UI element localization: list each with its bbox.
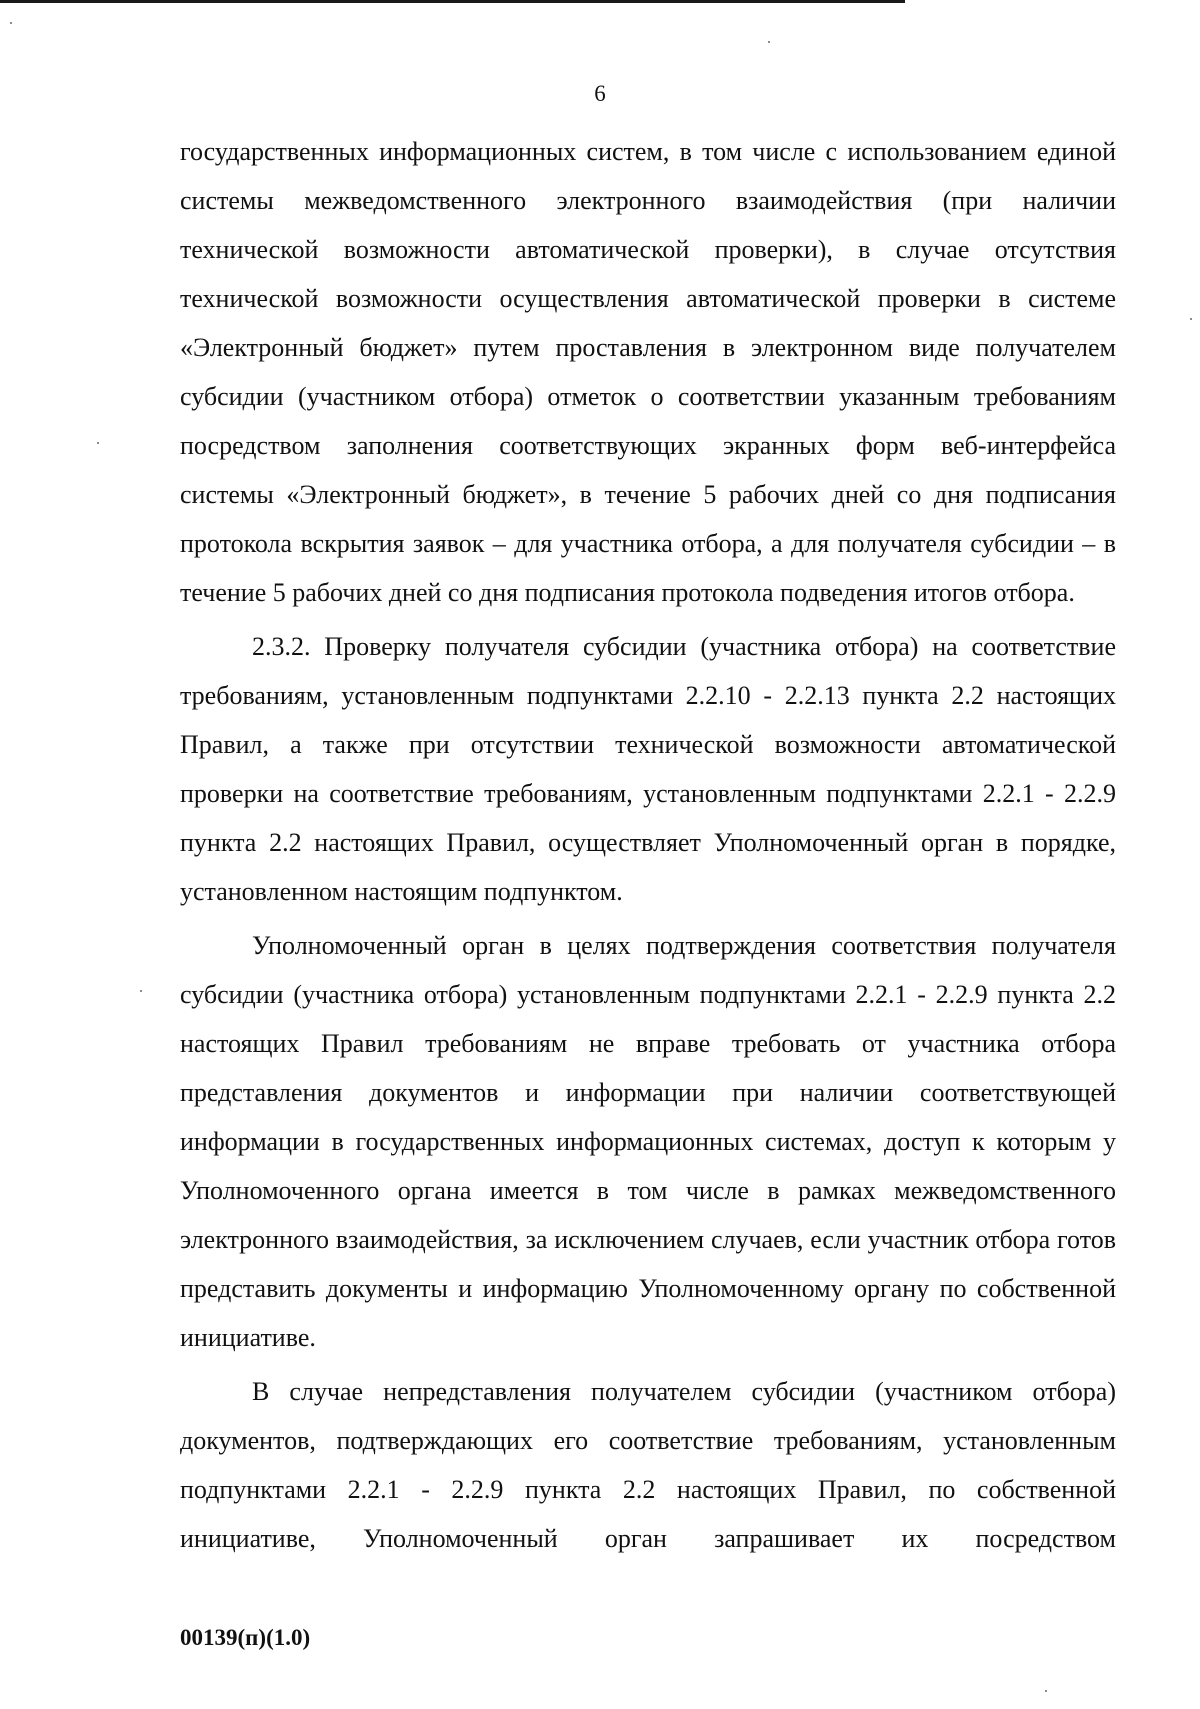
paragraph-2-3-2: 2.3.2. Проверку получателя субсидии (участника отбора) на соответствие требованиям, установленным подпунктами 2.2.10 - 2.2.13 пункта 2.2 настоящих Правил, а также при отсутствии технической возможности автоматической проверки на соответствие требованиям, установленным подпунктами 2.2.1 - 2.2.9 пункта 2.2 настоящих Правил, осуществляет Уполномоченный орган в порядке, установленном настоящим подпунктом. — [180, 632, 1116, 906]
scan-speck — [97, 442, 99, 444]
scan-speck — [768, 41, 770, 43]
page-number: 6 — [594, 81, 606, 106]
document-code: 00139(п)(1.0) — [180, 1625, 311, 1650]
paragraph-authorized-body: Уполномоченный орган в целях подтверждения соответствия получателя субсидии (участника отбора) установленным подпунктами 2.2.1 - 2.2.9 пункта 2.2 настоящих Правил требованиям не вправе требовать от участника отбора представления документов и информации при наличии соответствующей информации в государственных информационных системах, доступ к которым у Уполномоченного органа имеется в том числе в рамках межведомственного электронного взаимодействия, за исключением случаев, если участник отбора готов представить документы и информацию Уполномоченному органу по собственной инициативе. — [180, 931, 1116, 1352]
paragraph-non-submission: В случае непредставления получателем субсидии (участником отбора) документов, подтверждающих его соответствие требованиям, установленным подпунктами 2.2.1 - 2.2.9 пункта 2.2 настоящих Правил, по собственной инициативе, Уполномоченный орган запрашивает их посредством — [180, 1377, 1116, 1553]
scan-speck — [1045, 1690, 1047, 1692]
scan-speck — [1190, 318, 1192, 320]
paragraph-continuation: государственных информационных систем, в том числе с использованием единой системы межведомственного электронного взаимодействия (при наличии технической возможности автоматической проверки), в случае отсутствия технической возможности осуществления автоматической проверки в системе «Электронный бюджет» путем проставления в электронном виде получателем субсидии (участником отбора) отметок о соответствии указанным требованиям посредством заполнения соответствующих экранных форм веб-интерфейса системы «Электронный бюджет», в течение 5 рабочих дней со дня подписания протокола вскрытия заявок – для участника отбора, а для получателя субсидии – в течение 5 рабочих дней со дня подписания протокола подведения итогов отбора. — [180, 137, 1116, 607]
top-border-line — [0, 0, 905, 3]
scan-speck — [140, 990, 142, 992]
document-body — [180, 127, 1116, 1563]
scan-speck — [10, 22, 12, 24]
